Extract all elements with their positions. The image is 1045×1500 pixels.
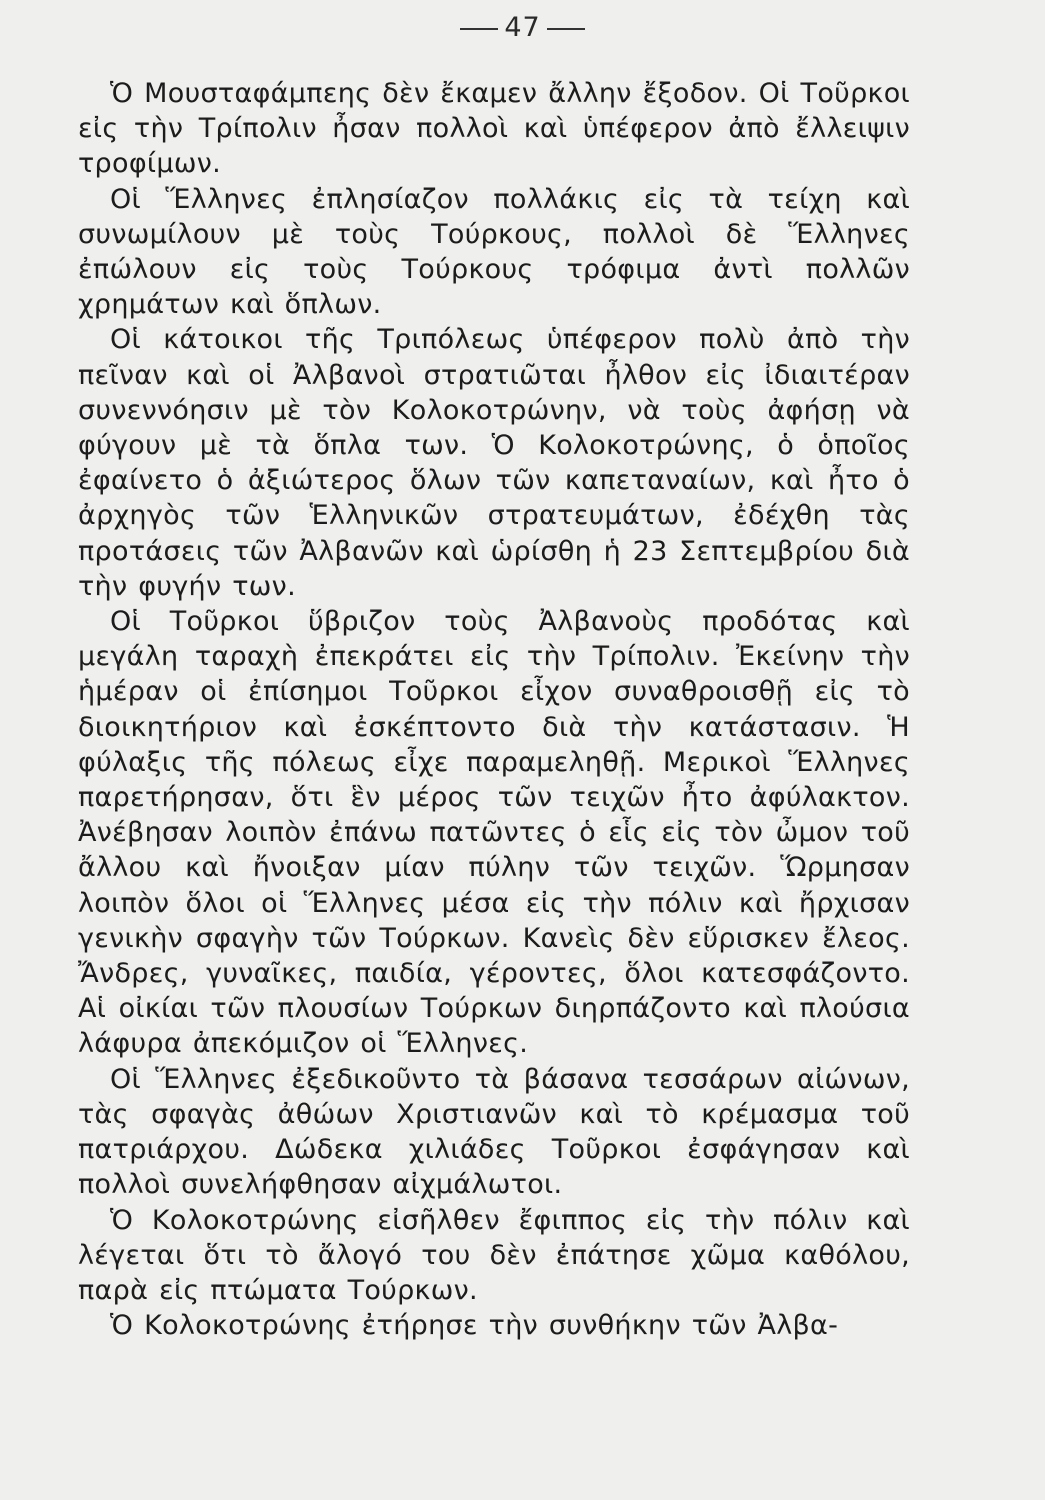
paragraph: Οἱ Ἕλληνες ἐξεδικοῦντο τὰ βάσανα τεσσάρων αἰώνων, τὰς σφαγὰς ἀθώων Χριστιανῶν καὶ τὸ κρέμασμα τοῦ πατριάρχου. Δώδεκα χιλιάδες Τοῦρκοι ἐσφάγησαν καὶ πολλοὶ συνελήφθησαν αἰχμάλωτοι. bbox=[78, 1063, 910, 1201]
left-dash bbox=[460, 28, 498, 30]
paragraph: Οἱ κάτοικοι τῆς Τριπόλεως ὑπέφερον πολὺ ἀπὸ τὴν πεῖναν καὶ οἱ Ἀλβανοὶ στρατιῶται ἦλθον εἰς ἰδιαιτέραν συνεννόησιν μὲ τὸν Κολοκοτρώνην, νὰ τοὺς ἀφήσῃ νὰ φύγουν μὲ τὰ ὅπλα των. Ὁ Κολοκοτρώνης, ὁ ὁποῖος ἐφαίνετο ὁ ἀξιώτερος ὅλων τῶν καπεταναίων, καὶ ἦτο ὁ ἀρχηγὸς τῶν Ἑλληνικῶν στρατευμάτων, ἐδέχθη τὰς προτάσεις τῶν Ἀλβανῶν καὶ ὡρίσθη ἡ 23 Σεπτεμβρίου διὰ τὴν φυγήν των. bbox=[78, 324, 910, 602]
paragraph: Ὁ Μουσταφάμπεης δὲν ἔκαμεν ἄλλην ἔξοδον. Οἱ Τοῦρκοι εἰς τὴν Τρίπολιν ἦσαν πολλοὶ καὶ ὑπέφερον ἀπὸ ἔλλειψιν τροφίμων. bbox=[78, 78, 910, 180]
body-text bbox=[78, 76, 910, 1343]
paragraph: Ὁ Κολοκοτρώνης εἰσῆλθεν ἔφιππος εἰς τὴν πόλιν καὶ λέγεται ὅτι τὸ ἄλογό του δὲν ἐπάτησε χῶμα καθόλου, παρὰ εἰς πτώματα Τούρκων. bbox=[78, 1204, 910, 1306]
page-number-header bbox=[0, 12, 1045, 43]
paragraph: Οἱ Ἕλληνες ἐπλησίαζον πολλάκις εἰς τὰ τείχη καὶ συνωμίλουν μὲ τοὺς Τούρκους, πολλοὶ δὲ Ἕλληνες ἐπώλουν εἰς τοὺς Τούρκους τρόφιμα ἀντὶ πολλῶν χρημάτων καὶ ὅπλων. bbox=[78, 183, 910, 321]
page-number: 47 bbox=[504, 12, 541, 43]
right-dash bbox=[547, 28, 585, 30]
paragraph: Ὁ Κολοκοτρώνης ἐτήρησε τὴν συνθήκην τῶν Ἀλβα- bbox=[110, 1310, 839, 1342]
paragraph: Οἱ Τοῦρκοι ὕβριζον τοὺς Ἀλβανοὺς προδότας καὶ μεγάλη ταραχὴ ἐπεκράτει εἰς τὴν Τρίπολιν. Ἐκείνην τὴν ἡμέραν οἱ ἐπίσημοι Τοῦρκοι εἶχον συναθροισθῇ εἰς τὸ διοικητήριον καὶ ἐσκέπτοντο διὰ τὴν κατάστασιν. Ἡ φύλαξις τῆς πόλεως εἶχε παραμεληθῇ. Μερικοὶ Ἕλληνες παρετήρησαν, ὅτι ἓν μέρος τῶν τειχῶν ἦτο ἀφύλακτον. Ἀνέβησαν λοιπὸν ἐπάνω πατῶντες ὁ εἷς εἰς τὸν ὦμον τοῦ ἄλλου καὶ ἤνοιξαν μίαν πύλην τῶν τειχῶν. Ὥρμησαν λοιπὸν ὅλοι οἱ Ἕλληνες μέσα εἰς τὴν πόλιν καὶ ἤρχισαν γενικὴν σφαγὴν τῶν Τούρκων. Κανεὶς δὲν εὕρισκεν ἔλεος. Ἄνδρες, γυναῖκες, παιδία, γέροντες, ὅλοι κατεσφάζοντο. Αἱ οἰκίαι τῶν πλουσίων Τούρκων διηρπάζοντο καὶ πλούσια λάφυρα ἀπεκόμιζον οἱ Ἕλληνες. bbox=[78, 606, 910, 1060]
